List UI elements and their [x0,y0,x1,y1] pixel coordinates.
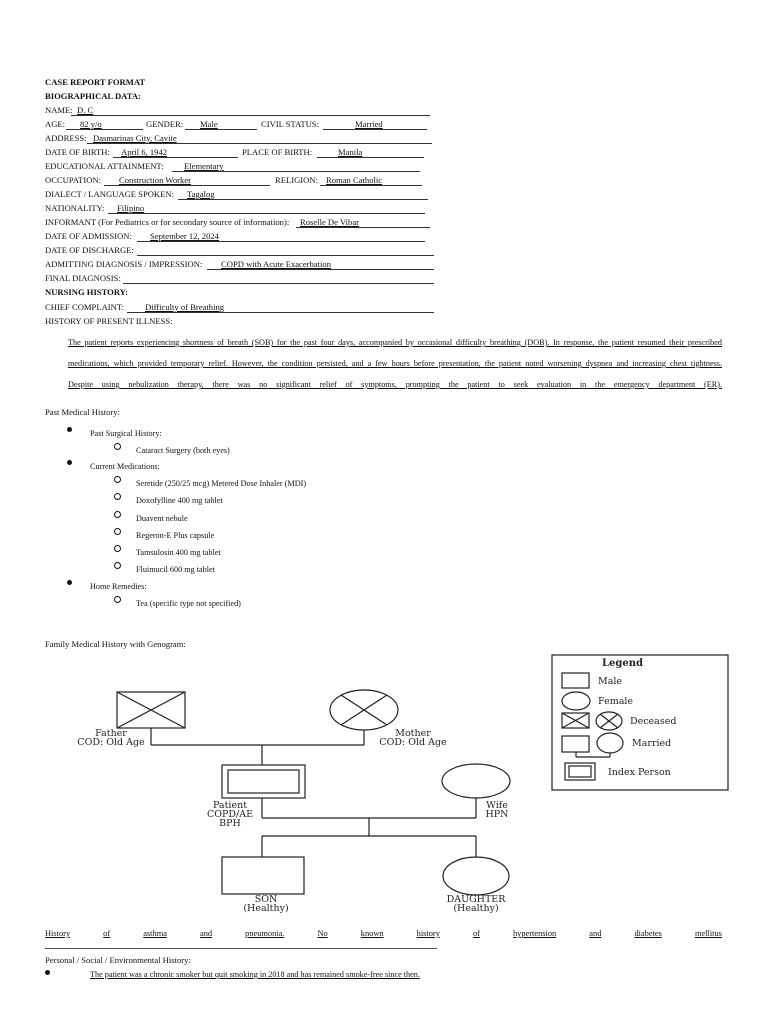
medication-item: Duavent nebule [136,514,188,523]
remedy-item: Tea (specific type not specified) [136,599,241,608]
bullet-icon [67,460,72,465]
bullet-icon [67,427,72,432]
gender-label: GENDER: [146,119,184,129]
divider [45,948,437,949]
circle-bullet-icon [114,545,121,552]
education-row [45,161,435,172]
discharge-date-label: DATE OF DISCHARGE: [45,245,134,255]
religion-value: Roman Catholic [326,175,383,185]
legend-male-icon [562,673,589,688]
word: and [199,929,213,938]
legend-male-label: Male [598,676,623,687]
legend-female-label: Female [598,696,634,707]
circle-bullet-icon [114,443,121,450]
legend-deceased-label: Deceased [630,716,677,727]
dialect-label: DIALECT / LANGUAGE SPOKEN: [45,189,174,199]
circle-bullet-icon [114,528,121,535]
final-diagnosis-label: FINAL DIAGNOSIS: [45,273,121,283]
admission-date-value: September 12, 2024 [150,231,219,241]
mother-label: Mother [395,728,431,739]
informant-label: INFORMANT (For Pediatrics or for secondary source of information): [45,217,290,227]
nationality-value: Filipino [117,203,145,213]
circle-bullet-icon [114,511,121,518]
home-remedies-label: Home Remedies: [90,582,147,591]
hpi-line: Despite using nebulization therapy, there was no significant relief of symptoms, prompting the patient to seek evaluation in the emergency department (ER). [68,380,722,389]
birth-row [45,147,435,158]
medication-item: Fluimucil 600 mg tablet [136,565,215,574]
past-medical-history-label: Past Medical History: [45,407,120,417]
civil-status-label: CIVIL STATUS: [261,119,319,129]
gender-value: Male [200,119,218,129]
pob-value: Manila [338,147,363,157]
chief-complaint-label: CHIEF COMPLAINT: [45,302,125,312]
current-medications-label: Current Medications: [90,462,160,471]
name-label: NAME: [45,105,73,115]
circle-bullet-icon [114,493,121,500]
admission-date-row [45,231,435,242]
family-medical-history-label: Family Medical History with Genogram: [45,639,186,649]
legend-female-icon [562,692,590,710]
medication-item: Tamsulosin 400 mg tablet [136,548,221,557]
daughter-icon [443,857,509,895]
word: mellitus [694,929,722,938]
circle-bullet-icon [114,596,121,603]
wife-icon [442,764,510,798]
legend-title: Legend [602,658,644,669]
civil-status-value: Married [355,119,383,129]
address-label: ADDRESS: [45,133,87,143]
biographical-data-heading: BIOGRAPHICAL DATA: [45,91,141,101]
circle-bullet-icon [114,562,121,569]
patient-diagnosis-label: BPH [219,818,241,829]
legend-deceased-icon [562,712,622,730]
occupation-label: OCCUPATION: [45,175,102,185]
age-label: AGE: [45,119,66,129]
son-status-label: (Healthy) [243,903,289,914]
final-diagnosis-row [45,273,437,284]
patient-index-icon [222,765,305,798]
mother-cod-label: COD: Old Age [379,737,447,748]
family-history-text [45,928,722,939]
father-cod-label: COD: Old Age [77,737,145,748]
son-icon [222,857,304,894]
patient-label: Patient [212,800,248,811]
word: of [472,929,480,938]
hpi-label: HISTORY OF PRESENT ILLNESS: [45,316,173,326]
dialect-row [45,189,435,200]
personal-social-history-label: Personal / Social / Environmental History: [45,955,191,965]
word: History [45,929,71,938]
word: diabetes [634,929,662,938]
chief-complaint-row [45,302,437,313]
word: hypertension [512,929,557,938]
address-value: Dasmarinas City, Cavite [93,133,177,143]
admitting-diagnosis-label: ADMITTING DIAGNOSIS / IMPRESSION: [45,259,203,269]
medication-item: Regeron-E Plus capsule [136,531,215,540]
bullet-icon [67,580,72,585]
religion-label: RELIGION: [275,175,318,185]
patient-diagnosis-label: COPD/AE [206,809,254,820]
list-item: Cataract Surgery (both eyes) [136,446,230,455]
hpi-line: The patient reports experiencing shortness of breath (SOB) for the past four days, accompanied by occasional difficulty breathing (DOB). In response, the patient resumed their prescribed [68,338,722,347]
medication-item: Doxofylline 400 mg tablet [136,496,223,505]
word: pneumonia. [245,929,285,938]
word: and [589,929,602,938]
nationality-row [45,203,435,214]
word: of [103,929,111,938]
mother-deceased-icon [330,690,398,730]
legend-married-label: Married [632,738,672,749]
nursing-history-heading: NURSING HISTORY: [45,287,129,297]
past-surgical-history-label: Past Surgical History: [90,429,162,438]
genogram-diagram [0,650,768,930]
hpi-line: medications, which provided temporary relief. However, the condition persisted, and a few hours before presentation, the patient noted worsening dyspnea and increasing chest tightness. [68,359,722,368]
father-deceased-icon [117,692,185,728]
legend-index-person-label: Index Person [608,767,671,778]
medication-item: Seretide (250/25 mcg) Metered Dose Inhaler (MDI) [136,479,307,488]
admitting-diagnosis-row [45,259,437,270]
chief-complaint-value: Difficulty of Breathing [145,302,225,312]
wife-diagnosis-label: HPN [485,809,509,820]
pob-label: PLACE OF BIRTH: [242,147,313,157]
discharge-date-row [45,245,437,256]
wife-label: Wife [486,800,508,811]
legend-married-icon [562,733,623,757]
circle-bullet-icon [114,476,121,483]
informant-value: Roselle De Vibar [300,217,359,227]
education-label: EDUCATIONAL ATTAINMENT: [45,161,164,171]
son-label: SON [254,894,278,905]
word: history [416,929,440,938]
age-value: 82 y/o [80,119,102,129]
name-row [45,105,435,116]
report-title: CASE REPORT FORMAT [45,77,146,87]
word: No [317,929,328,938]
word: known [360,929,384,938]
nationality-label: NATIONALITY: [45,203,105,213]
age-gender-civil-row [45,119,435,130]
education-value: Elementary [184,161,224,171]
dob-label: DATE OF BIRTH: [45,147,110,157]
daughter-status-label: (Healthy) [453,903,499,914]
bullet-icon [45,970,50,975]
daughter-label: DAUGHTER [446,894,506,905]
father-label: Father [95,728,127,739]
dialect-value: Tagalog [187,189,215,199]
occupation-value: Construction Worker [119,175,191,185]
address-row [45,133,435,144]
occupation-religion-row [45,175,435,186]
name-value: D. C [77,105,94,115]
admission-date-label: DATE OF ADMISSION: [45,231,132,241]
personal-social-history-item: The patient was a chronic smoker but quit smoking in 2018 and has remained smoke-free since then. [90,970,420,979]
informant-row [45,217,435,228]
legend-index-person-icon [565,763,595,780]
admitting-diagnosis-value: COPD with Acute Exacerbation [221,259,332,269]
word: asthma [143,929,167,938]
dob-value: April 6, 1942 [121,147,168,157]
